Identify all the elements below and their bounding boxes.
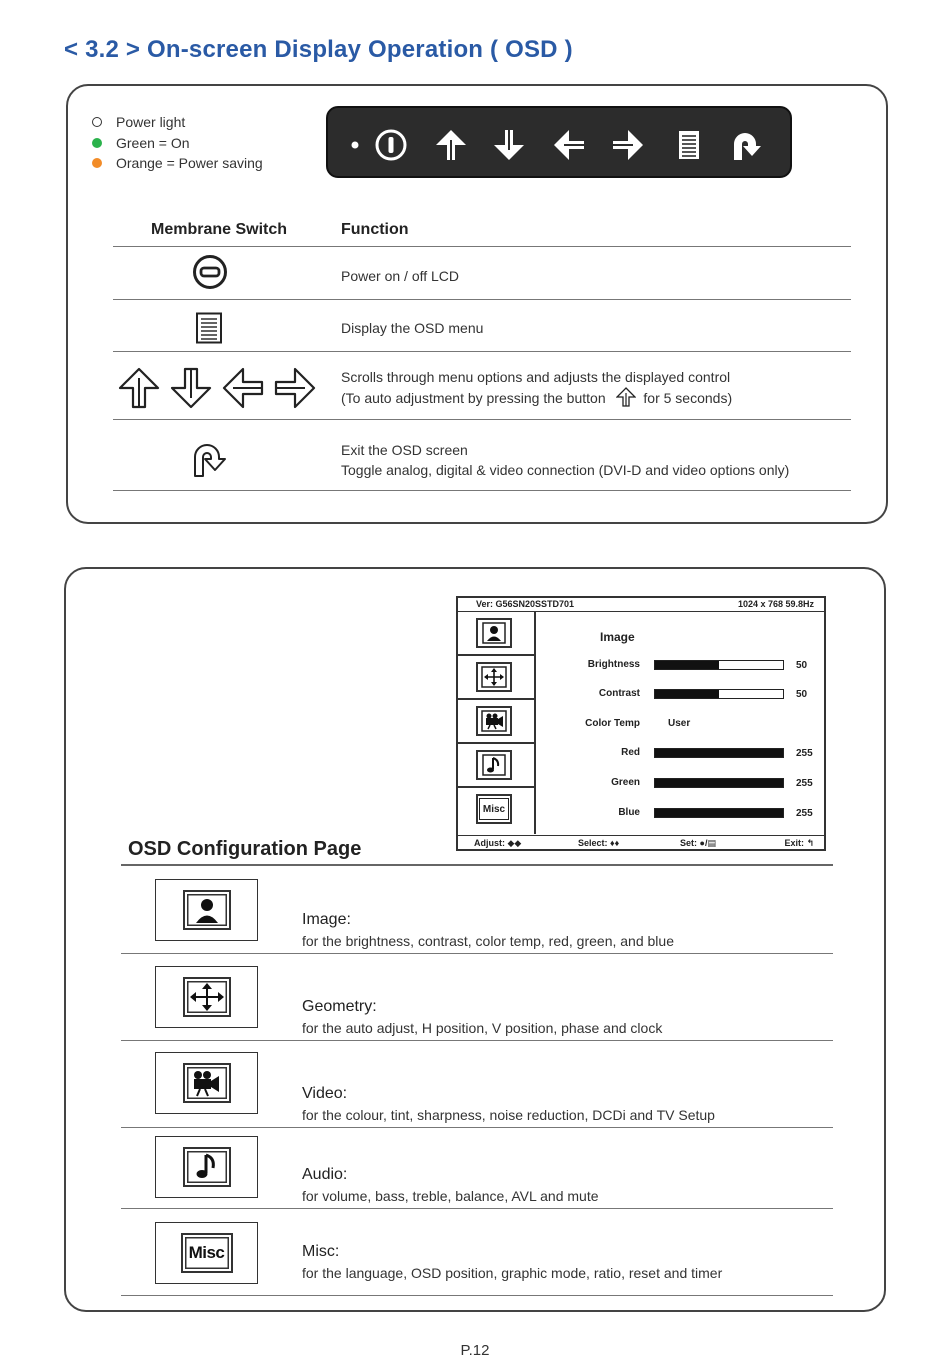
divider	[121, 953, 833, 954]
osd-tab-box	[476, 662, 512, 692]
config-misc-icon-box	[155, 1222, 258, 1284]
config-image-title: Image:	[302, 911, 351, 928]
divider	[121, 1208, 833, 1209]
misc-icon: Misc	[479, 798, 509, 820]
contrast-fill	[655, 690, 719, 698]
config-misc-desc: for the language, OSD position, graphic mode, ratio, reset and timer	[302, 1265, 723, 1281]
osd-screen-mockup	[456, 596, 826, 851]
exit-button-icon[interactable]	[728, 128, 762, 162]
config-video-desc: for the colour, tint, sharpness, noise reduction, DCDi and TV Setup	[302, 1107, 715, 1123]
osd-heading: Image	[600, 630, 635, 644]
auto-adjust-text-b: for 5 seconds)	[643, 390, 733, 406]
menu-button-icon[interactable]	[672, 128, 706, 162]
divider	[113, 419, 851, 420]
down-arrow-outline-icon	[169, 366, 213, 410]
legend-green	[92, 135, 190, 151]
config-video-title: Video:	[302, 1085, 348, 1102]
red-slider[interactable]	[654, 748, 784, 758]
config-image-icon-box	[155, 879, 258, 941]
divider	[113, 246, 851, 247]
osd-value-brightness: 50	[796, 660, 808, 671]
legend-power-light	[92, 114, 185, 130]
brightness-fill	[655, 661, 719, 669]
function-auto-adjust-text	[341, 387, 732, 408]
osd-tab-box	[476, 706, 512, 736]
osd-label-blue: Blue	[618, 807, 640, 818]
contrast-slider[interactable]	[654, 689, 784, 699]
osd-tab-geometry[interactable]	[458, 656, 536, 700]
legend-text: Orange = Power saving	[116, 155, 263, 171]
auto-adjust-text-a: (To auto adjustment by pressing the button	[341, 390, 606, 406]
osd-tab-box	[476, 750, 512, 780]
function-toggle-text: Toggle analog, digital & video connection (DVI-D and video options only)	[341, 462, 790, 478]
config-geometry-icon-box	[155, 966, 258, 1028]
osd-tab-video[interactable]	[458, 700, 536, 744]
osd-bottom-divider	[458, 835, 824, 836]
osd-hint-adjust: Adjust: ◆◆	[474, 838, 522, 848]
power-light-dot-icon	[92, 117, 102, 127]
power-led-icon	[350, 140, 360, 150]
blue-slider[interactable]	[654, 808, 784, 818]
osd-value-green: 255	[796, 778, 813, 789]
config-audio-title: Audio:	[302, 1166, 348, 1183]
osd-label-brightness: Brightness	[587, 659, 640, 670]
config-geometry-desc: for the auto adjust, H position, V position, phase and clock	[302, 1020, 663, 1036]
osd-value-color-temp[interactable]: User	[668, 718, 691, 729]
right-arrow-button-icon[interactable]	[611, 128, 645, 162]
osd-value-contrast: 50	[796, 689, 808, 700]
config-audio-desc: for volume, bass, treble, balance, AVL and mute	[302, 1188, 599, 1204]
config-icon-frame	[181, 1233, 233, 1273]
function-power-text: Power on / off LCD	[341, 268, 460, 284]
down-arrow-button-icon[interactable]	[492, 128, 526, 162]
image-icon	[482, 622, 506, 644]
red-fill	[655, 749, 783, 757]
geometry-icon	[188, 982, 226, 1012]
up-arrow-outline-icon	[117, 366, 161, 410]
blue-fill	[655, 809, 783, 817]
config-audio-icon-box	[155, 1136, 258, 1198]
divider	[113, 351, 851, 352]
function-scroll-text: Scrolls through menu options and adjusts the displayed control	[341, 369, 731, 385]
config-icon-frame	[183, 1063, 231, 1103]
osd-version: Ver: G56SN20SSTD701	[476, 599, 575, 609]
config-misc-title: Misc:	[302, 1243, 340, 1260]
config-geometry-title: Geometry:	[302, 998, 377, 1015]
power-icon	[192, 254, 228, 290]
col-header-function: Function	[341, 221, 409, 238]
right-arrow-outline-icon	[273, 366, 317, 410]
config-icon-frame	[183, 977, 231, 1017]
video-icon	[189, 1068, 225, 1098]
osd-hint-select: Select: ♦♦	[578, 838, 620, 848]
osd-config-title: OSD Configuration Page	[128, 838, 362, 860]
osd-tab-misc[interactable]	[458, 788, 536, 832]
control-button-bar	[326, 106, 792, 178]
osd-menu-sidebar	[458, 612, 536, 834]
config-image-desc: for the brightness, contrast, color temp, red, green, and blue	[302, 933, 674, 949]
orange-dot-icon	[92, 158, 102, 168]
divider	[121, 1040, 833, 1041]
image-icon	[192, 896, 222, 924]
audio-icon	[482, 754, 506, 776]
video-icon	[481, 710, 507, 732]
osd-label-color-temp: Color Temp	[585, 718, 640, 729]
config-icon-frame	[183, 1147, 231, 1187]
menu-icon	[195, 312, 223, 344]
brightness-slider[interactable]	[654, 660, 784, 670]
osd-tab-box	[476, 618, 512, 648]
osd-tab-box	[476, 794, 512, 824]
page-title: < 3.2 > On-screen Display Operation ( OSD )	[64, 36, 573, 63]
green-fill	[655, 779, 783, 787]
legend-text: Green = On	[116, 135, 190, 151]
osd-hint-set: Set: ●/▤	[680, 838, 716, 848]
green-slider[interactable]	[654, 778, 784, 788]
audio-icon	[192, 1152, 222, 1182]
misc-icon: Misc	[188, 1243, 225, 1262]
green-dot-icon	[92, 138, 102, 148]
left-arrow-outline-icon	[221, 366, 265, 410]
config-video-icon-box	[155, 1052, 258, 1114]
col-header-membrane-switch: Membrane Switch	[151, 221, 288, 238]
config-icon-frame	[183, 890, 231, 930]
exit-icon	[190, 440, 228, 478]
divider	[121, 864, 833, 866]
divider	[121, 1127, 833, 1128]
function-menu-text: Display the OSD menu	[341, 320, 484, 336]
osd-value-red: 255	[796, 748, 813, 759]
osd-hint-exit: Exit: ↰	[784, 838, 814, 848]
divider	[121, 1295, 833, 1296]
legend-text: Power light	[116, 114, 186, 130]
osd-tab-audio[interactable]	[458, 744, 536, 788]
osd-label-red: Red	[621, 747, 640, 758]
osd-resolution: 1024 x 768 59.8Hz	[737, 599, 814, 609]
power-button-icon[interactable]	[374, 128, 408, 162]
divider	[113, 490, 851, 491]
osd-label-contrast: Contrast	[598, 688, 640, 699]
function-exit-text: Exit the OSD screen	[341, 442, 468, 458]
divider	[113, 299, 851, 300]
geometry-icon	[481, 666, 507, 688]
osd-label-green: Green	[611, 777, 640, 788]
page-number: P.12	[460, 1342, 490, 1359]
up-left-arrow-button-icon[interactable]	[434, 128, 468, 162]
up-arrow-small-icon	[616, 387, 636, 407]
osd-value-blue: 255	[796, 808, 813, 819]
legend-orange	[92, 155, 263, 171]
osd-tab-image[interactable]	[458, 612, 536, 656]
left-arrow-button-icon[interactable]	[552, 128, 586, 162]
